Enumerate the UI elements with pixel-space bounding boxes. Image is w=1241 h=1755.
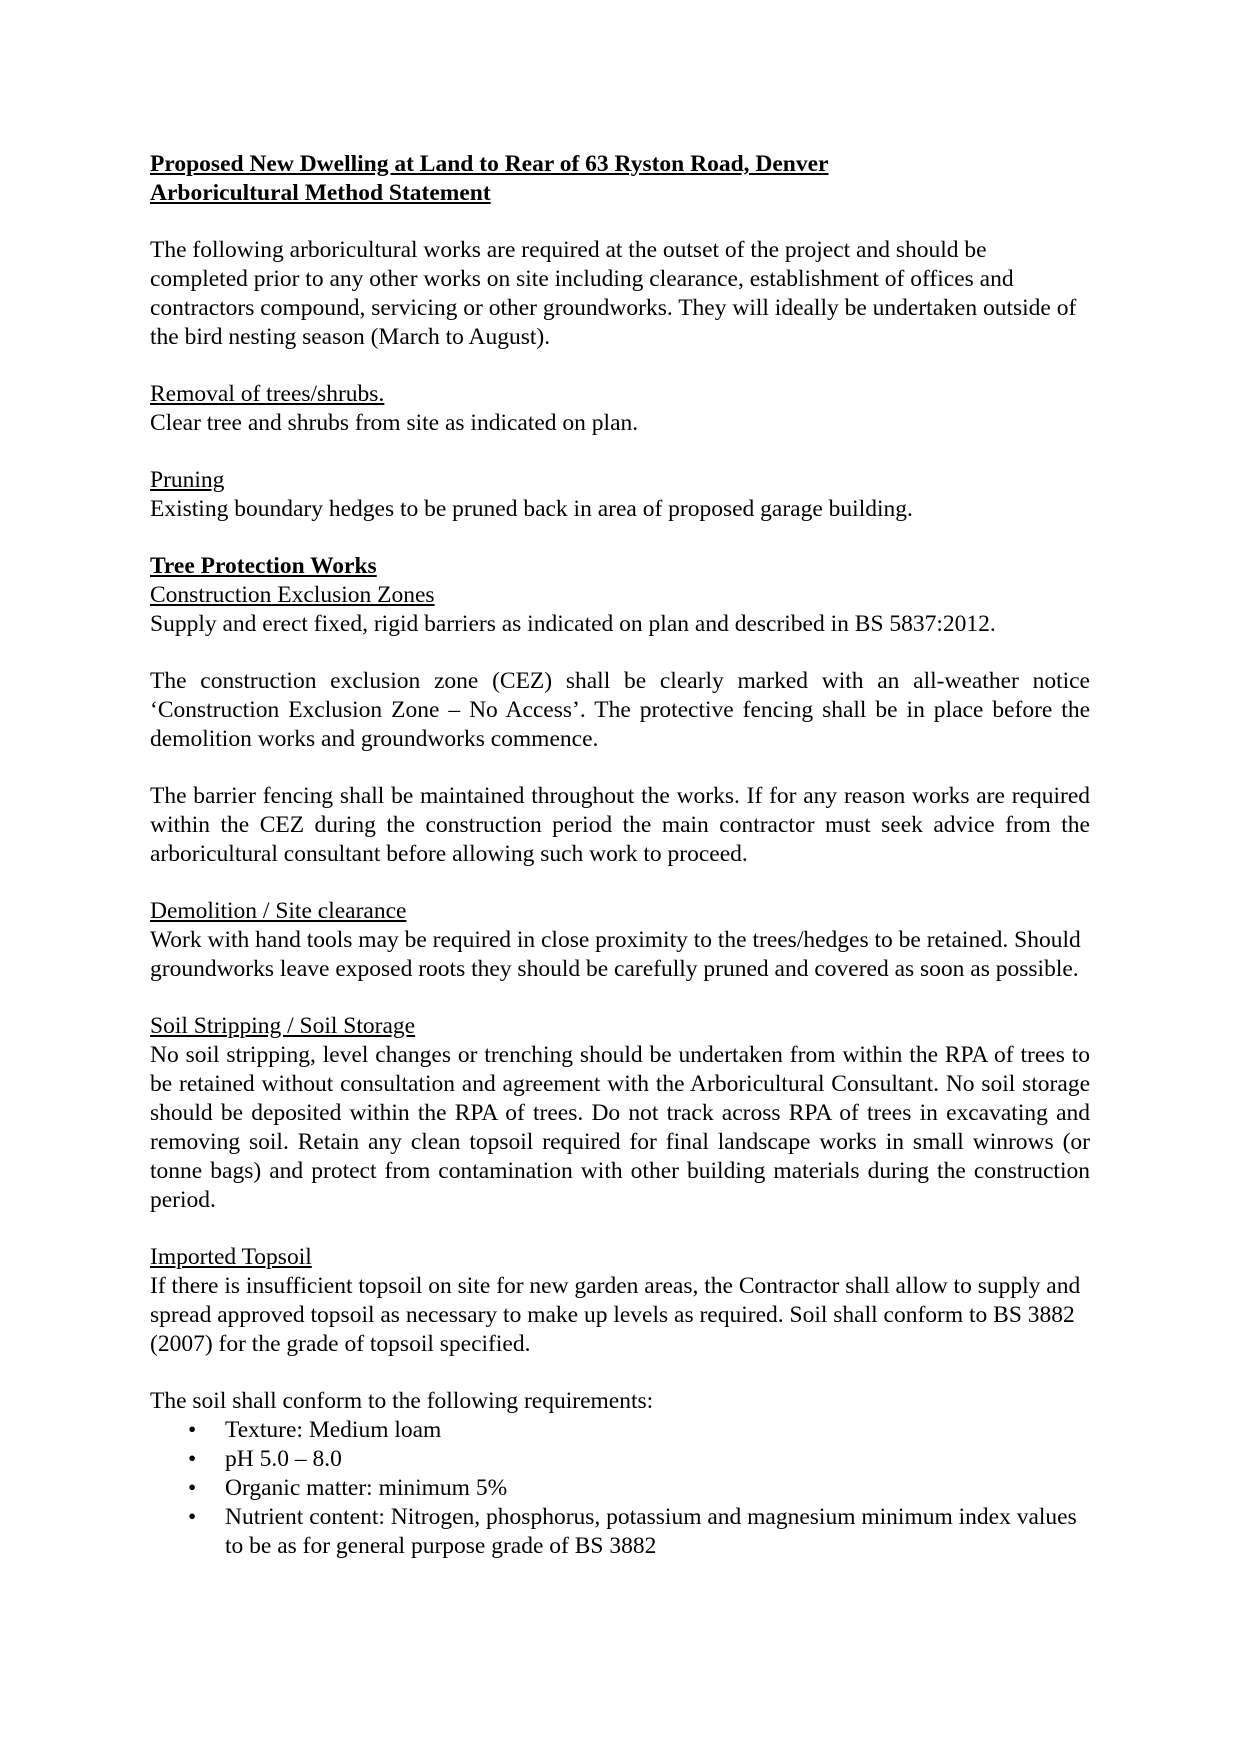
removal-section xyxy=(150,380,1090,438)
topsoil-text: If there is insufficient topsoil on site for new garden areas, the Contractor shall allow to supply and spread approved topsoil as necessary to make up levels as required. Soil shall conform to BS 3882 (2007) for the grade of topsoil specified. xyxy=(150,1273,1081,1357)
soil-section xyxy=(150,1012,1090,1215)
cez-paragraph: The construction exclusion zone (CEZ) shall be clearly marked with an all-weather notice ‘Construction Exclusion Zone – No Access’. The protective fencing shall be in place before the demolition works and groundworks commence. xyxy=(150,668,1090,752)
requirement-text: Organic matter: minimum 5% xyxy=(225,1475,508,1501)
barrier-paragraph: The barrier fencing shall be maintained throughout the works. If for any reason works are required within the CEZ during the construction period the main contractor must seek advice from the arboricultural consultant before allowing such work to proceed. xyxy=(150,783,1090,867)
protection-heading: Tree Protection Works xyxy=(150,553,377,579)
bullet-icon: • xyxy=(188,1475,197,1501)
intro-paragraph: The following arboricultural works are required at the outset of the project and should be completed prior to any other works on site including clearance, establishment of offices and contractors compound, servicing or other groundworks. They will ideally be undertaken outside of the bird nesting season (March to August). xyxy=(150,237,1077,350)
demolition-text: Work with hand tools may be required in close proximity to the trees/hedges to be retained. Should groundworks leave exposed roots they should be carefully pruned and covered as soon as possible. xyxy=(150,927,1081,982)
demolition-heading: Demolition / Site clearance xyxy=(150,898,407,924)
pruning-section xyxy=(150,466,1090,524)
demolition-section xyxy=(150,897,1090,984)
requirements-intro: The soil shall conform to the following requirements: xyxy=(150,1388,654,1414)
protection-text: Supply and erect fixed, rigid barriers as indicated on plan and described in BS 5837:2012. xyxy=(150,611,996,637)
document-title xyxy=(150,150,1090,208)
requirement-text: Nutrient content: Nitrogen, phosphorus, potassium and magnesium minimum index values to be as for general purpose grade of BS 3882 xyxy=(225,1504,1077,1559)
requirement-item xyxy=(188,1445,1090,1474)
protection-section xyxy=(150,552,1090,639)
bullet-icon: • xyxy=(188,1446,197,1472)
requirement-item xyxy=(188,1416,1090,1445)
requirements-list xyxy=(150,1416,1090,1561)
soil-heading: Soil Stripping / Soil Storage xyxy=(150,1013,416,1039)
bullet-icon: • xyxy=(188,1504,197,1530)
requirement-text: Texture: Medium loam xyxy=(225,1417,442,1443)
requirement-text: pH 5.0 – 8.0 xyxy=(225,1446,342,1472)
removal-text: Clear tree and shrubs from site as indicated on plan. xyxy=(150,410,639,436)
requirement-item xyxy=(188,1503,1090,1561)
topsoil-section xyxy=(150,1243,1090,1359)
pruning-heading: Pruning xyxy=(150,467,225,493)
title-line-1: Proposed New Dwelling at Land to Rear of 63 Ryston Road, Denver xyxy=(150,151,829,177)
bullet-icon: • xyxy=(188,1417,197,1443)
soil-text: No soil stripping, level changes or trenching should be undertaken from within the RPA of trees to be retained without consultation and agreement with the Arboricultural Consultant. No soil storage should be deposited within the RPA of trees. Do not track across RPA of trees in excavating and removing soil. Retain any clean topsoil required for final landscape works in small winrows (or tonne bags) and protect from contamination with other building materials during the construction period. xyxy=(150,1042,1090,1213)
pruning-text: Existing boundary hedges to be pruned back in area of proposed garage building. xyxy=(150,496,913,522)
removal-heading: Removal of trees/shrubs. xyxy=(150,381,385,407)
requirement-item xyxy=(188,1474,1090,1503)
protection-subheading: Construction Exclusion Zones xyxy=(150,582,435,608)
title-line-2: Arboricultural Method Statement xyxy=(150,180,491,206)
topsoil-heading: Imported Topsoil xyxy=(150,1244,312,1270)
document-page xyxy=(150,150,1090,1561)
